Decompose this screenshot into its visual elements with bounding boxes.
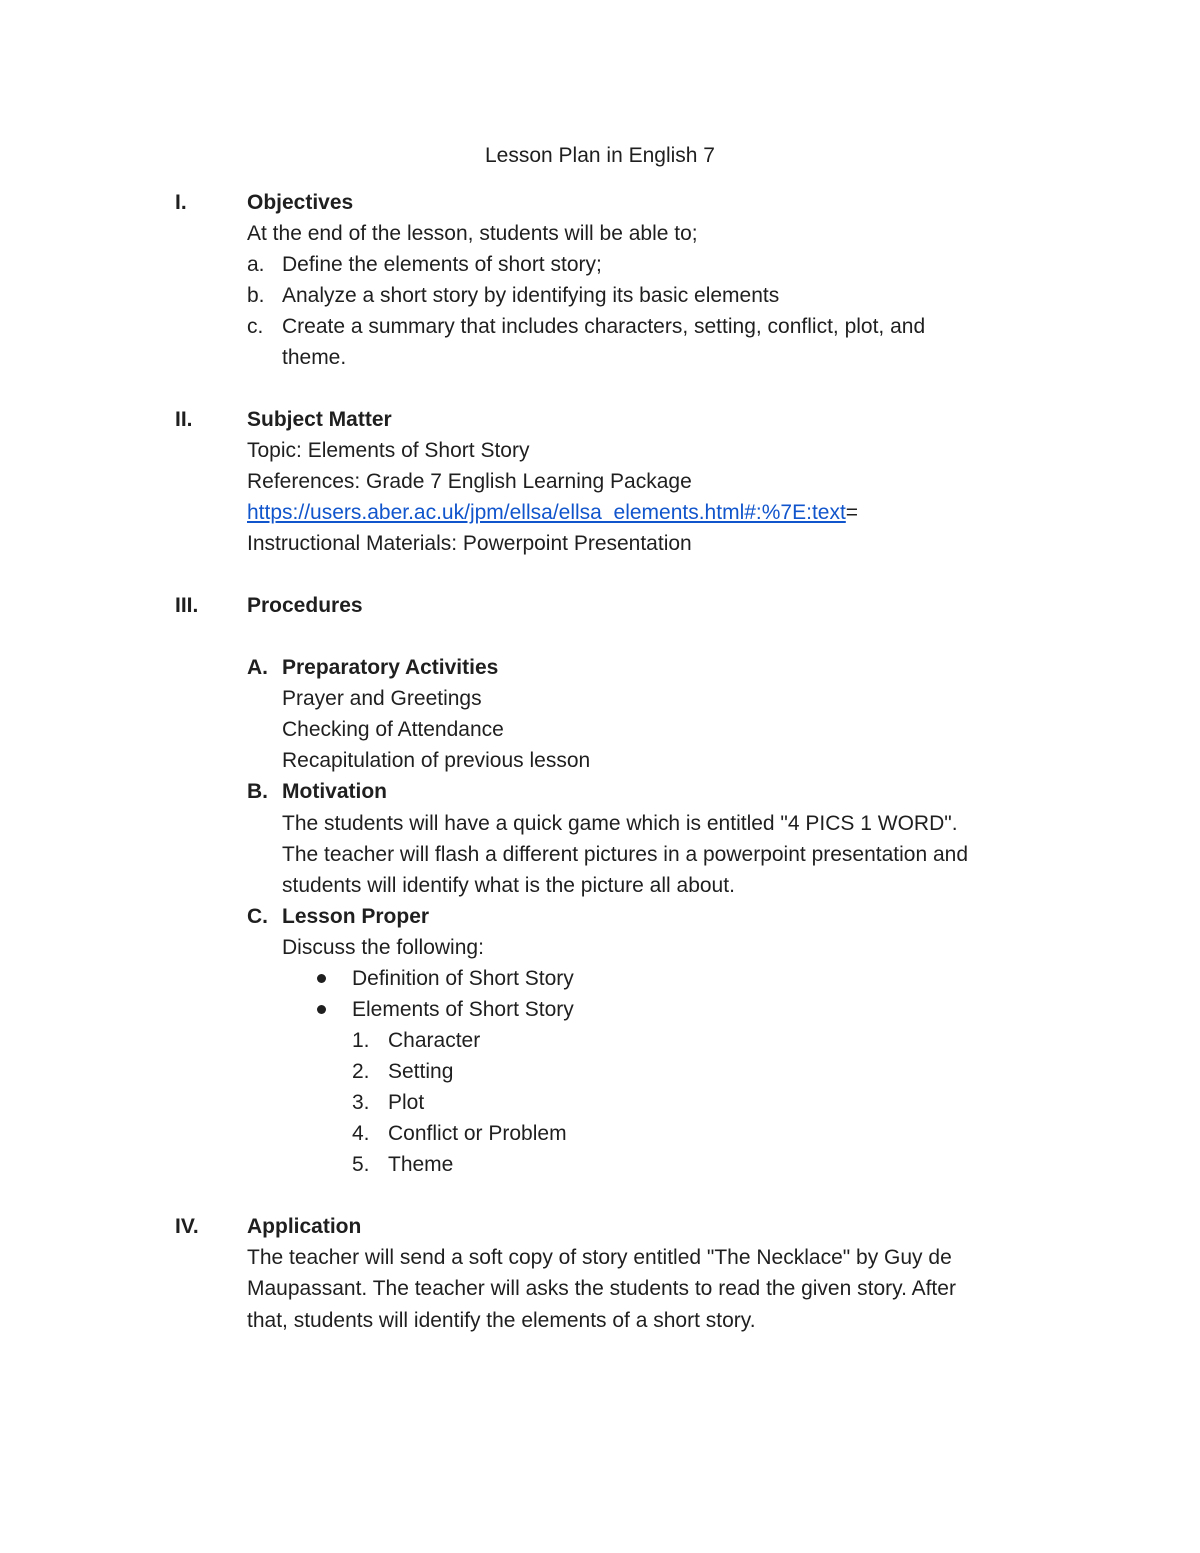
application-line: The teacher will send a soft copy of story entitled "The Necklace" by Guy de xyxy=(247,1246,952,1269)
numbered-item: Setting xyxy=(388,1060,454,1083)
numbered-marker: 1. xyxy=(352,1029,370,1052)
numbered-item: Theme xyxy=(388,1153,454,1176)
numbered-item: Character xyxy=(388,1029,481,1052)
preparatory-line: Checking of Attendance xyxy=(282,718,504,741)
objective-a: Define the elements of short story; xyxy=(282,253,602,276)
lesson-proper-intro: Discuss the following: xyxy=(282,936,484,959)
motivation-heading: Motivation xyxy=(282,780,387,803)
objective-c: Create a summary that includes characters, setting, conflict, plot, and xyxy=(282,315,926,338)
objective-marker-b: b. xyxy=(247,284,265,307)
motivation-line: The students will have a quick game which is entitled "4 PICS 1 WORD". xyxy=(282,812,958,835)
numbered-marker: 5. xyxy=(352,1153,370,1176)
materials-line: Instructional Materials: Powerpoint Presentation xyxy=(247,532,692,555)
preparatory-activities-heading: Preparatory Activities xyxy=(282,656,499,679)
numbered-marker: 4. xyxy=(352,1122,370,1145)
objective-c-continued: theme. xyxy=(282,346,347,369)
part-marker-a: A. xyxy=(247,656,268,679)
procedures-heading: Procedures xyxy=(247,594,363,617)
objectives-intro: At the end of the lesson, students will be able to; xyxy=(247,222,698,245)
section-numeral-2: II. xyxy=(175,408,193,431)
numbered-item: Conflict or Problem xyxy=(388,1122,567,1145)
motivation-line: students will identify what is the picture all about. xyxy=(282,874,735,897)
reference-link-suffix: = xyxy=(845,501,859,524)
lesson-proper-heading: Lesson Proper xyxy=(282,905,430,928)
bullet-item: Definition of Short Story xyxy=(352,967,574,990)
reference-link-line xyxy=(247,497,858,528)
numbered-item: Plot xyxy=(388,1091,425,1114)
objective-b: Analyze a short story by identifying its basic elements xyxy=(282,284,780,307)
application-heading: Application xyxy=(247,1215,362,1238)
numbered-marker: 3. xyxy=(352,1091,370,1114)
numbered-marker: 2. xyxy=(352,1060,370,1083)
application-line: that, students will identify the elements of a short story. xyxy=(247,1309,756,1332)
document-title: Lesson Plan in English 7 xyxy=(485,144,715,167)
preparatory-line: Prayer and Greetings xyxy=(282,687,482,710)
section-numeral-3: III. xyxy=(175,594,199,617)
topic-line: Topic: Elements of Short Story xyxy=(247,439,530,462)
objective-marker-c: c. xyxy=(247,315,264,338)
section-numeral-4: IV. xyxy=(175,1215,199,1238)
reference-link[interactable]: https://users.aber.ac.uk/jpm/ellsa/ellsa_elements.html#:%7E:text xyxy=(247,501,846,524)
bullet-icon xyxy=(317,1005,326,1014)
part-marker-b: B. xyxy=(247,780,268,803)
section-numeral-1: I. xyxy=(175,191,187,214)
bullet-item: Elements of Short Story xyxy=(352,998,574,1021)
subject-matter-heading: Subject Matter xyxy=(247,408,392,431)
bullet-icon xyxy=(317,974,326,983)
preparatory-line: Recapitulation of previous lesson xyxy=(282,749,591,772)
motivation-line: The teacher will flash a different pictures in a powerpoint presentation and xyxy=(282,843,969,866)
part-marker-c: C. xyxy=(247,905,268,928)
objective-marker-a: a. xyxy=(247,253,265,276)
application-line: Maupassant. The teacher will asks the students to read the given story. After xyxy=(247,1277,956,1300)
references-line: References: Grade 7 English Learning Package xyxy=(247,470,692,493)
objectives-heading: Objectives xyxy=(247,191,354,214)
